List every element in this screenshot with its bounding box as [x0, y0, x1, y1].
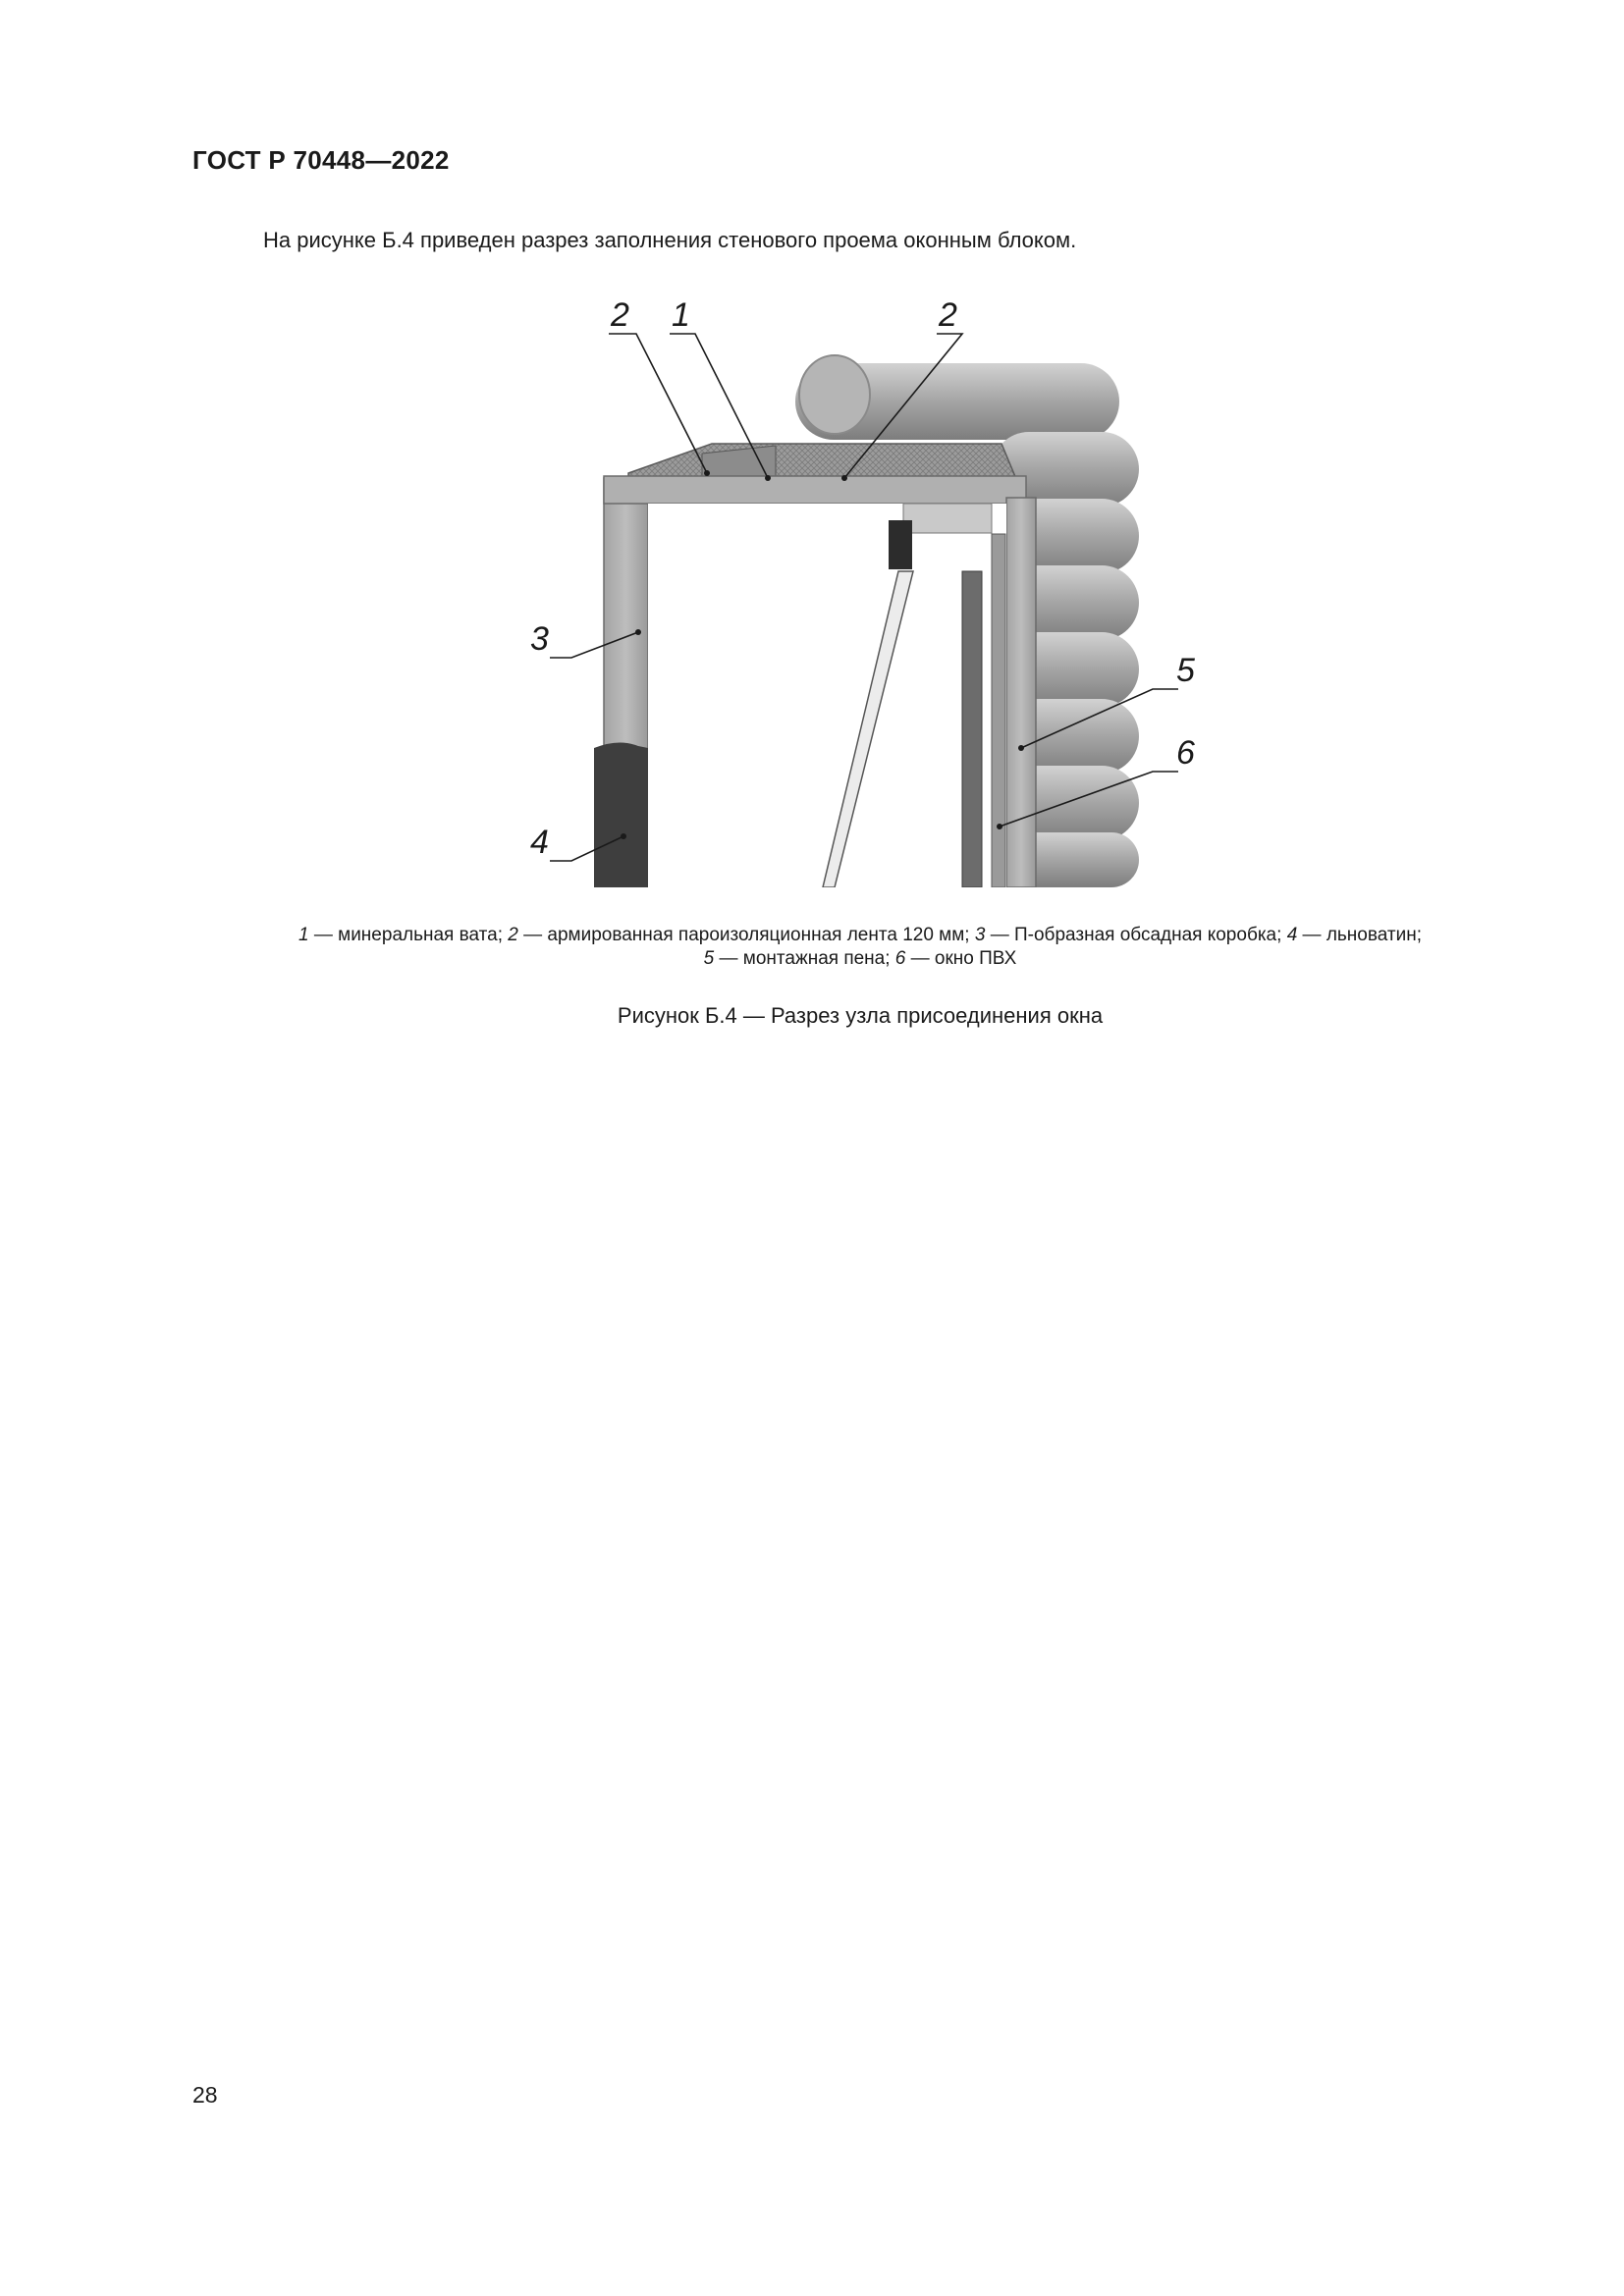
log-end	[799, 355, 870, 434]
callout-5: 5	[1176, 652, 1195, 689]
legend-text-1: — минеральная вата;	[308, 925, 509, 945]
figure-legend-line-1	[192, 924, 1528, 946]
section-drawing	[511, 277, 1218, 887]
callout-4: 4	[530, 824, 549, 861]
figure-caption: Рисунок Б.4 — Разрез узла присоединения окна	[617, 1003, 1104, 1028]
window-frame-profile	[962, 571, 982, 887]
legend-text-5: — монтажная пена;	[714, 948, 895, 969]
casing-right-board	[1006, 498, 1036, 887]
legend-num-6: 6	[894, 948, 906, 969]
casing-top-board	[604, 476, 1026, 504]
legend-text-2: — армированная пароизоляционная лента 120 мм;	[517, 925, 975, 945]
legend-text-6: — окно ПВХ	[905, 948, 1017, 969]
figure-window-section	[511, 277, 1218, 887]
legend-num-4: 4	[1286, 925, 1298, 945]
figure-legend-line-2	[192, 947, 1528, 970]
legend-num-2: 2	[508, 925, 518, 945]
legend-num-3: 3	[974, 925, 986, 945]
legend-num-1: 1	[298, 925, 309, 945]
legend-text-4: — льноватин;	[1297, 925, 1422, 945]
legend-text-3: — П-образная обсадная коробка;	[985, 925, 1287, 945]
callout-2-right: 2	[939, 296, 957, 334]
linen-insulation	[594, 742, 648, 887]
legend-num-5: 5	[703, 948, 715, 969]
opening	[648, 504, 1006, 887]
window-hinge	[889, 520, 912, 569]
document-code: ГОСТ Р 70448—2022	[192, 145, 450, 175]
intro-paragraph: На рисунке Б.4 приведен разрез заполнения стенового проема оконным блоком.	[263, 228, 1077, 252]
callout-1: 1	[672, 296, 690, 334]
callout-6: 6	[1176, 734, 1195, 772]
mounting-foam	[992, 534, 1005, 887]
callout-2-left: 2	[611, 296, 629, 334]
page-number: 28	[192, 2082, 218, 2108]
window-head	[903, 504, 992, 533]
callout-3: 3	[530, 620, 549, 658]
